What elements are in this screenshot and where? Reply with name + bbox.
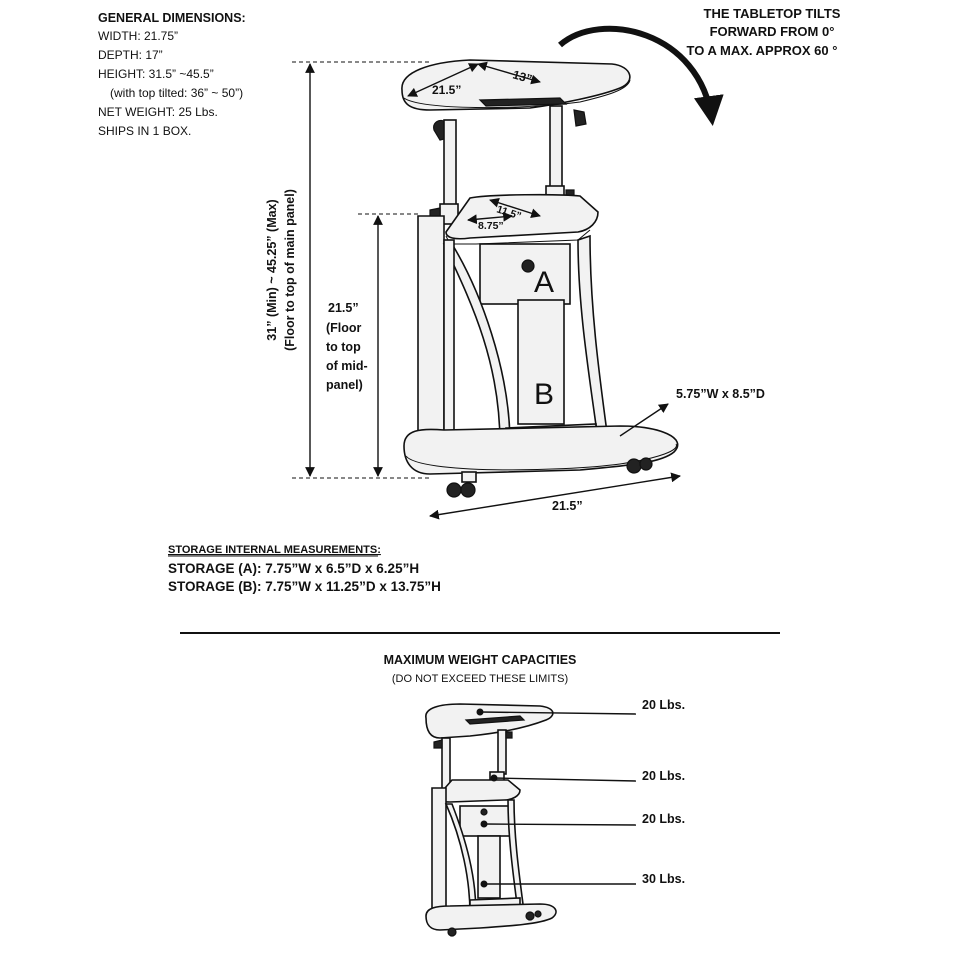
tilt-note <box>687 6 841 58</box>
storage-measurements <box>168 544 441 594</box>
tilt-note-line1: THE TABLETOP TILTS <box>703 6 841 21</box>
dim-mid-height-note-3: of mid- <box>326 359 368 373</box>
capacity-drawer: 20 Lbs. <box>642 812 686 826</box>
dim-top-width: 21.5” <box>432 83 462 97</box>
general-tilted: (with top tilted: 36” ~ 50”) <box>110 86 244 100</box>
tilt-note-line3: TO A MAX. APPROX 60 ° <box>686 43 838 58</box>
dim-vertical-main-1: 31” (Min) ~ 45.25” (Max) <box>265 199 279 341</box>
dim-mid-height: 21.5” <box>328 301 359 315</box>
general-height: HEIGHT: 31.5” ~45.5” <box>98 67 214 81</box>
dim-top-depth: 13” <box>511 67 534 87</box>
general-weight: NET WEIGHT: 25 Lbs. <box>98 105 218 119</box>
capacity-mid: 20 Lbs. <box>642 769 686 783</box>
general-dimensions <box>98 11 246 138</box>
dim-mid-depth: 11.5” <box>495 203 523 223</box>
capacity-base: 30 Lbs. <box>642 872 686 886</box>
dim-mid-height-note-2: to top <box>326 340 361 354</box>
general-heading: GENERAL DIMENSIONS: <box>98 11 246 25</box>
storage-b: STORAGE (B): 7.75”W x 11.25”D x 13.75”H <box>168 579 441 594</box>
dim-base-width: 21.5” <box>552 499 583 513</box>
dim-vertical-main-2: (Floor to top of main panel) <box>283 189 297 351</box>
label-storage-a: A <box>534 266 555 299</box>
general-depth: DEPTH: 17” <box>98 48 163 62</box>
cart-drawing-small <box>426 704 556 936</box>
dim-base-shelf: 5.75”W x 8.5”D <box>676 387 765 401</box>
dim-mid-width: 8.75” <box>478 220 504 232</box>
capacity-labels <box>642 698 685 886</box>
tilt-note-line2: FORWARD FROM 0° <box>709 24 835 39</box>
capacities-note: (DO NOT EXCEED THESE LIMITS) <box>391 673 569 685</box>
storage-a: STORAGE (A): 7.75”W x 6.5”D x 6.25”H <box>168 561 420 576</box>
label-storage-b: B <box>534 378 555 411</box>
capacities-section <box>384 653 577 685</box>
general-width: WIDTH: 21.75” <box>98 29 179 43</box>
dim-mid-height-note-4: panel) <box>326 378 363 392</box>
storage-heading: STORAGE INTERNAL MEASUREMENTS: <box>168 544 381 556</box>
capacity-top: 20 Lbs. <box>642 698 686 712</box>
general-ships: SHIPS IN 1 BOX. <box>98 124 192 138</box>
capacities-heading: MAXIMUM WEIGHT CAPACITIES <box>383 653 577 667</box>
dim-mid-height-note-1: (Floor <box>326 321 362 335</box>
